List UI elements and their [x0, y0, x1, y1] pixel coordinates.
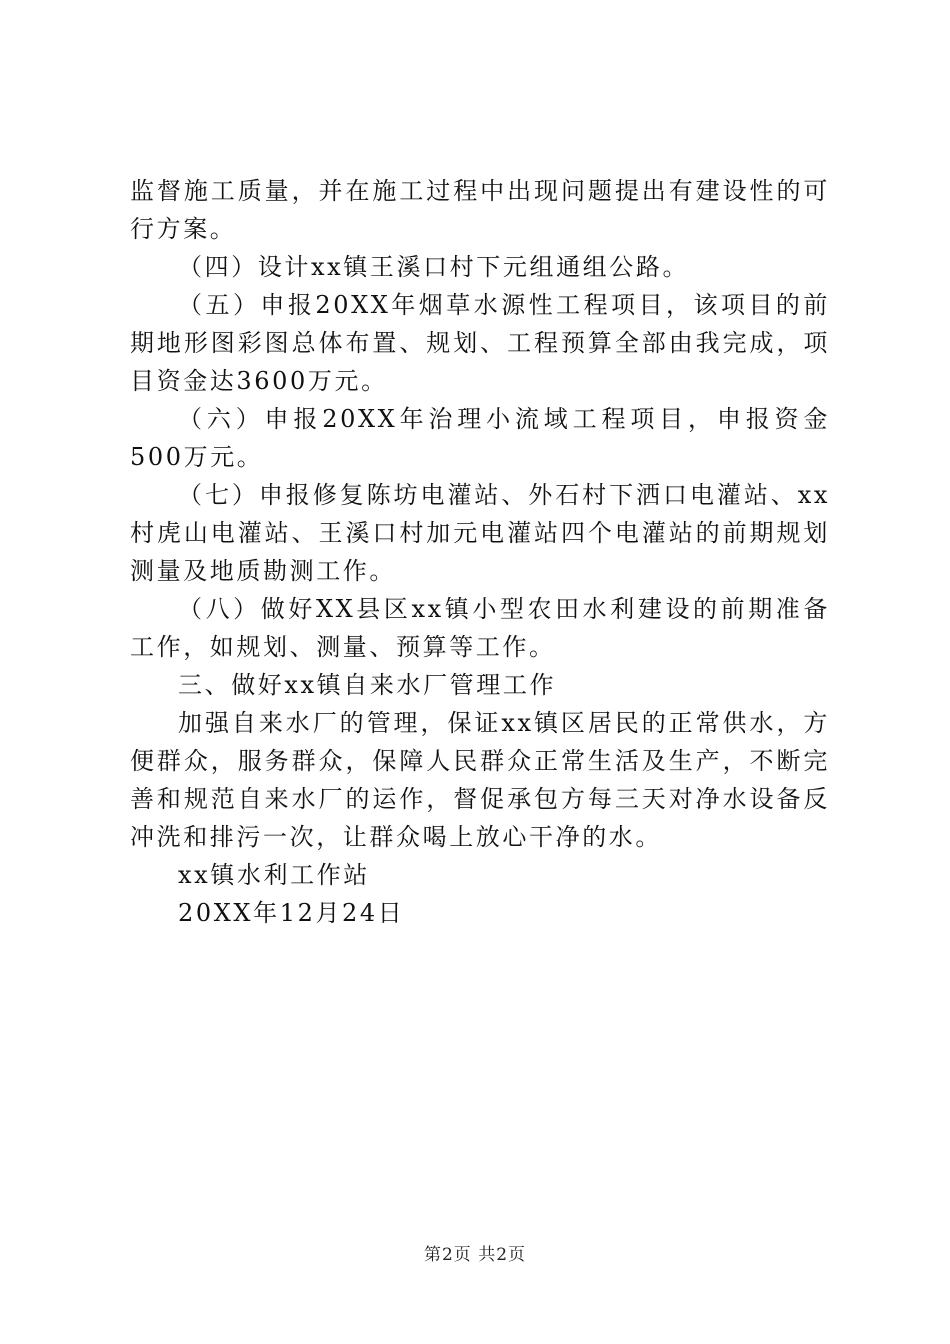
paragraph-continuation: 监督施工质量，并在施工过程中出现问题提出有建设性的可行方案。 [130, 177, 830, 243]
signature-organization: xx镇水利工作站 [178, 861, 370, 889]
paragraph-item-5: （五）申报20XX年烟草水源性工程项目，该项目的前期地形图彩图总体布置、规划、工程预算全部由我完成，项目资金达3600万元。 [130, 291, 830, 395]
paragraph-item-4: （四）设计xx镇王溪口村下元组通组公路。 [178, 253, 690, 281]
signature-date: 20XX年12月24日 [178, 899, 405, 927]
page-number-footer: 第2页 共2页 [423, 1245, 527, 1265]
section-heading: 三、做好xx镇自来水厂管理工作 [178, 671, 557, 699]
paragraph-water-plant: 加强自来水厂的管理，保证xx镇区居民的正常供水，方便群众，服务群众，保障人民群众正常生活及生产，不断完善和规范自来水厂的运作，督促承包方每三天对净水设备反冲洗和排污一次，让群众喝上放心干净的水。 [130, 709, 830, 851]
paragraph-item-6: （六）申报20XX年治理小流域工程项目，申报资金500万元。 [130, 405, 830, 471]
document-body [130, 172, 830, 932]
paragraph-item-8: （八）做好XX县区xx镇小型农田水利建设的前期准备工作，如规划、测量、预算等工作。 [130, 595, 830, 661]
paragraph-item-7: （七）申报修复陈坊电灌站、外石村下洒口电灌站、xx村虎山电灌站、王溪口村加元电灌站四个电灌站的前期规划测量及地质勘测工作。 [130, 481, 830, 585]
